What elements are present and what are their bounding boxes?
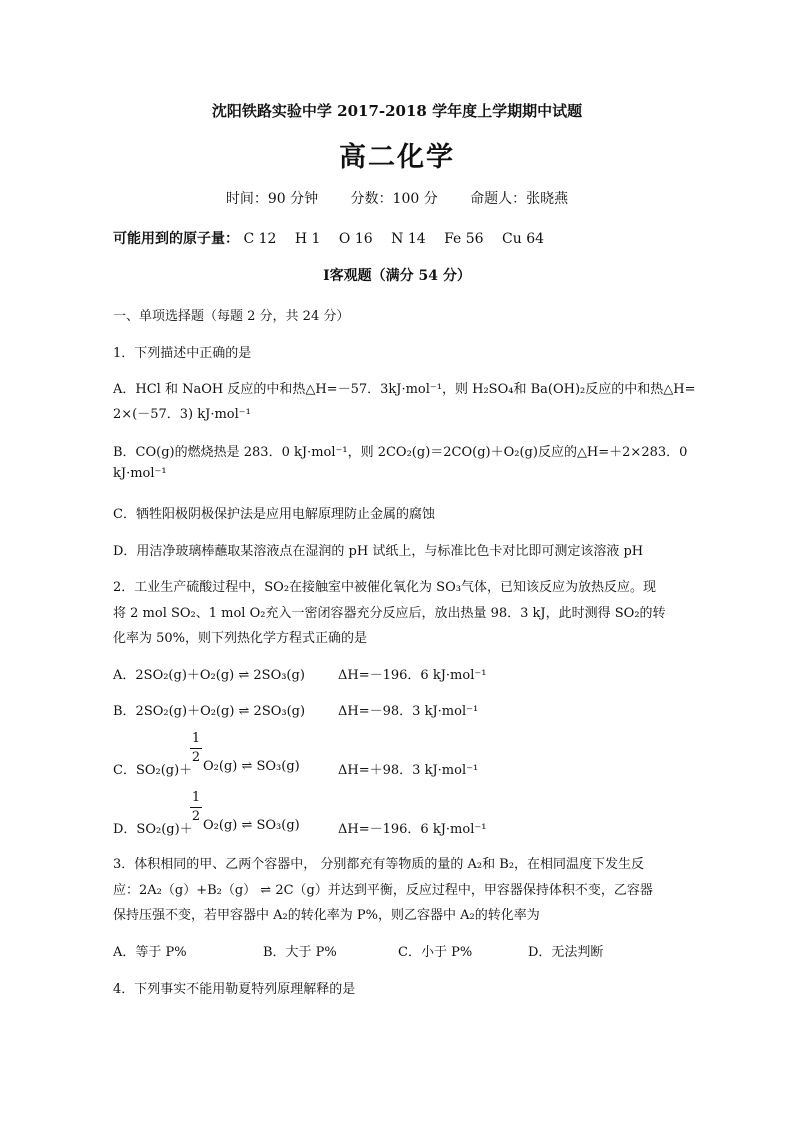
q3-option-b: B．大于 P%	[263, 945, 337, 960]
q3-stem-3: 保持压强不变，若甲容器中 A₂的转化率为 P%，则乙容器中 A₂的转化率为	[113, 908, 540, 923]
fraction-numerator: 1	[191, 731, 201, 746]
atomic-mass-item: O 16	[338, 231, 373, 247]
q2-option-d-post: O₂(g) ⇌ SO₃(g)	[203, 818, 300, 833]
q2-option-b: B．2SO₂(g)＋O₂(g) ⇌ 2SO₃(g)	[113, 704, 306, 719]
q2-option-a: A．2SO₂(g)＋O₂(g) ⇌ 2SO₃(g)	[113, 668, 305, 683]
q1-stem: 1．下列描述中正确的是	[113, 346, 252, 361]
q2-option-c-pre: C．SO₂(g)＋	[113, 763, 193, 778]
q4-stem: 4．下列事实不能用勒夏特列原理解释的是	[113, 982, 356, 997]
atomic-mass-item: Fe 56	[444, 231, 484, 247]
q3-option-d: D．无法判断	[528, 945, 604, 960]
q2-option-d-dh: ΔH=－196．6 kJ·mol⁻¹	[338, 822, 487, 837]
fraction-numerator: 1	[191, 790, 201, 805]
atomic-masses	[113, 228, 544, 248]
q2-stem-3: 化率为 50%，则下列热化学方程式正确的是	[113, 631, 368, 646]
part-title: 一、单项选择题（每题 2 分，共 24 分）	[113, 309, 350, 324]
atomic-mass-item: Cu 64	[502, 231, 545, 247]
q1-option-d: D．用洁净玻璃棒蘸取某溶液点在湿润的 pH 试纸上，与标准比色卡对比即可测定该溶液 pH	[113, 544, 644, 559]
school-title: 沈阳铁路实验中学 2017-2018 学年度上学期期中试题	[211, 102, 583, 120]
q2-option-c-dh: ΔH=＋98．3 kJ·mol⁻¹	[338, 763, 479, 778]
subject-title: 高二化学	[339, 142, 455, 173]
q1-option-b-cont: kJ·mol⁻¹	[113, 466, 167, 481]
fraction-bar	[190, 807, 202, 808]
atomic-mass-item: N 14	[391, 231, 426, 247]
q2-option-a-dh: ΔH=－196．6 kJ·mol⁻¹	[338, 668, 487, 683]
q2-option-c-post: O₂(g) ⇌ SO₃(g)	[203, 759, 300, 774]
q1-option-a: A．HCl 和 NaOH 反应的中和热△H=－57．3kJ·mol⁻¹，则 H₂SO₄和 Ba(OH)₂反应的中和热△H=	[113, 382, 696, 397]
fraction-bar	[190, 748, 202, 749]
q3-stem-2: 应：2A₂（g）+B₂（g） ⇌ 2C（g）并达到平衡，反应过程中，甲容器保持体积不变，乙容器	[113, 883, 653, 898]
atomic-mass-item: C 12	[243, 231, 277, 247]
q2-option-d-pre: D．SO₂(g)＋	[113, 822, 193, 837]
q1-option-b: B．CO(g)的燃烧热是 283．0 kJ·mol⁻¹，则 2CO₂(g)＝2CO(g)＋O₂(g)反应的△H=＋2×283．0	[113, 445, 688, 460]
exam-meta	[0, 188, 794, 208]
exam-score: 分数：100 分	[350, 191, 438, 207]
atomic-masses-label: 可能用到的原子量：	[113, 231, 239, 247]
q3-stem-1: 3．体积相同的甲、乙两个容器中， 分别都充有等物质的量的 A₂和 B₂，在相同温度下发生反	[113, 857, 645, 872]
fraction-denominator: 2	[191, 750, 201, 765]
q1-option-c: C．牺牲阳极阴极保护法是应用电解原理防止金属的腐蚀	[113, 507, 435, 522]
fraction-denominator: 2	[191, 809, 201, 824]
q1-option-a-cont: 2×(－57．3) kJ·mol⁻¹	[113, 407, 251, 422]
q2-option-b-dh: ΔH=－98．3 kJ·mol⁻¹	[338, 704, 479, 719]
q3-option-c: C．小于 P%	[398, 945, 473, 960]
atomic-mass-item: H 1	[294, 231, 321, 247]
q2-stem-1: 2．工业生产硫酸过程中，SO₂在接触室中被催化氧化为 SO₃气体，已知该反应为放热反应。现	[113, 580, 656, 595]
exam-author: 命题人：张晓燕	[470, 191, 569, 207]
section-title: Ⅰ客观题（满分 54 分）	[323, 268, 471, 284]
exam-time: 时间：90 分钟	[225, 191, 319, 207]
q2-stem-2: 将 2 mol SO₂、1 mol O₂充入一密闭容器充分反应后，放出热量 98．3 kJ，此时测得 SO₂的转	[113, 606, 666, 621]
q3-option-a: A．等于 P%	[113, 945, 187, 960]
